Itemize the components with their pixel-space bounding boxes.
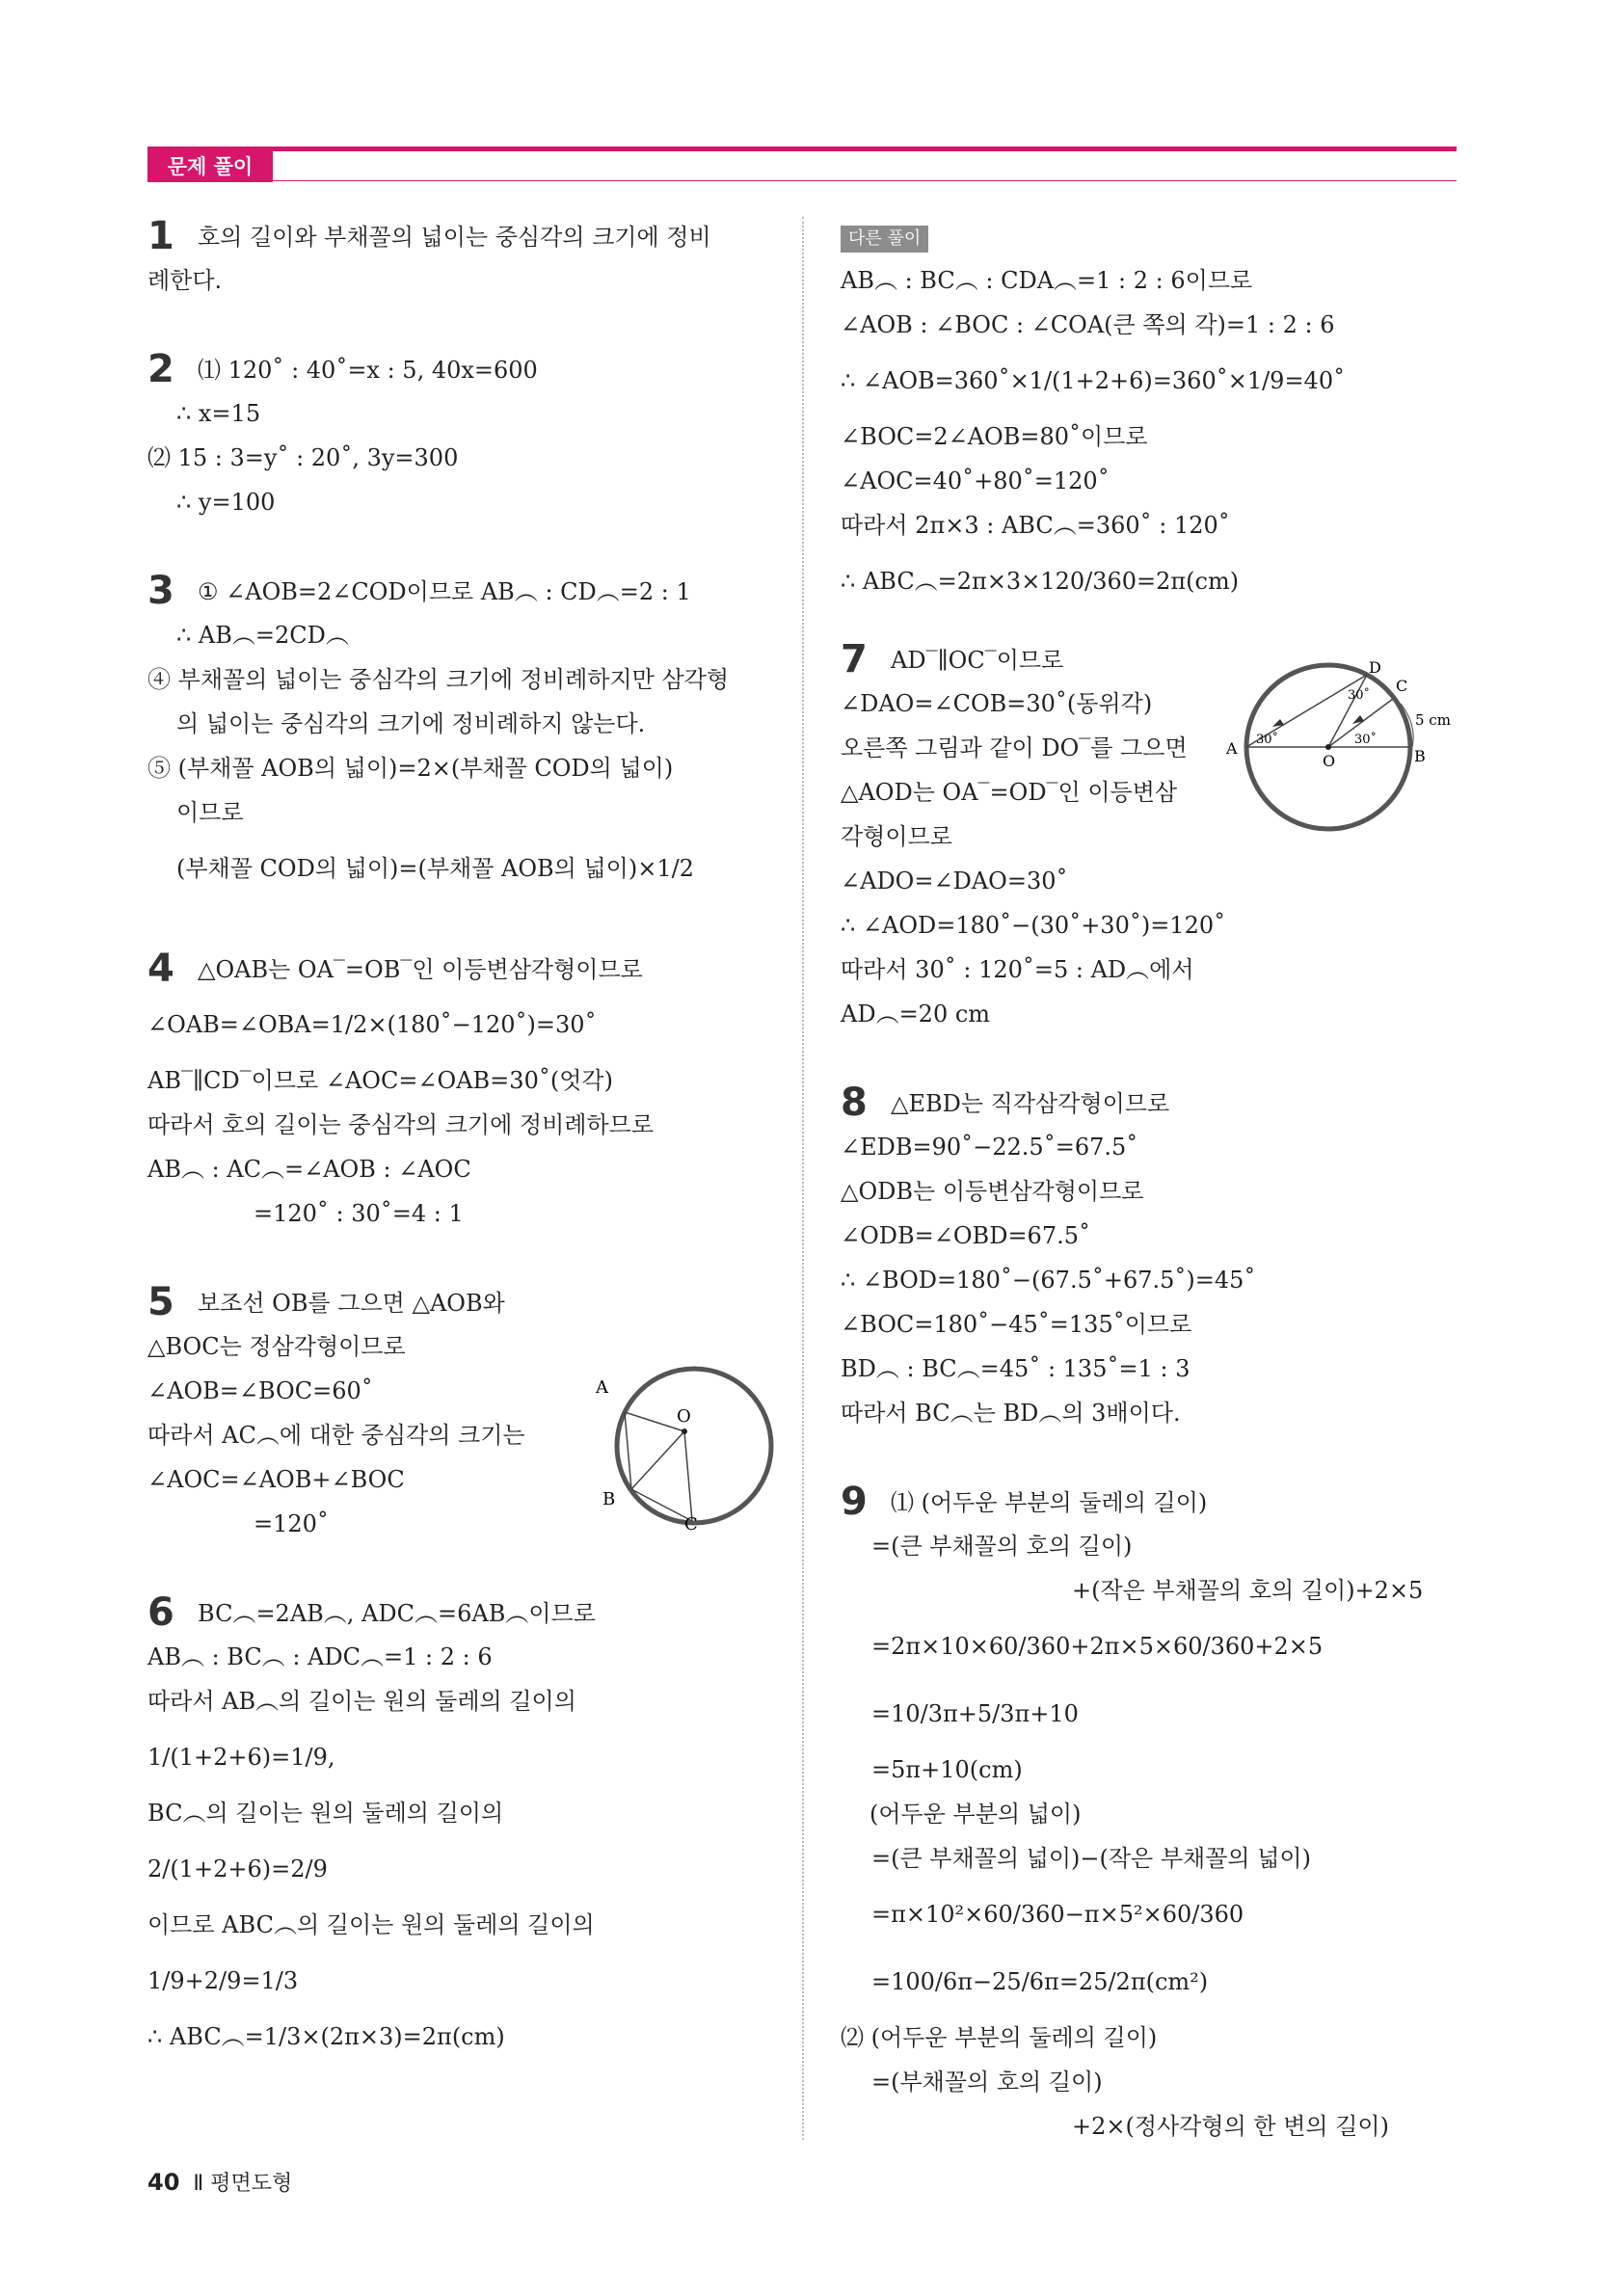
problem-text: ⑴ (어두운 부분의 둘레의 길이)	[891, 1489, 1208, 1516]
spacer	[147, 303, 774, 347]
solution-line: 오른쪽 그림과 같이 DO‾를 그으면	[841, 734, 1188, 761]
label-a: A	[596, 1377, 608, 1398]
alt-solution-tag: 다른 풀이	[841, 226, 928, 253]
problem-line	[147, 214, 774, 258]
solution-line: ∴ ∠BOD=180˚−(67.5˚+67.5˚)=45˚	[841, 1267, 1256, 1294]
solution-line: BD︵ : BC︵=45˚ : 135˚=1 : 3	[841, 1355, 1190, 1382]
spacer	[147, 1546, 774, 1590]
solution-line: ∴ ∠AOD=180˚−(30˚+30˚)=120˚	[841, 912, 1226, 939]
solution-line: =2π×10×60/360+2π×5×60/360+2×5	[871, 1633, 1324, 1660]
problem-text: BC︵=2AB︵, ADC︵=6AB︵이므로	[198, 1600, 596, 1627]
solution-line: (부채꼴 COD의 넓이)=(부채꼴 AOB의 넓이)×1/2	[176, 855, 694, 882]
problem-number: 7	[841, 637, 868, 681]
problem-number: 2	[147, 347, 174, 391]
solution-line: ∠AOC=40˚+80˚=120˚	[841, 467, 1110, 494]
spacer	[147, 1236, 774, 1280]
label-a: A	[1226, 739, 1238, 758]
solution-line: ⑤ (부채꼴 AOB의 넓이)=2×(부채꼴 COD의 넓이)	[147, 755, 674, 782]
solution-line: =120˚ : 30˚=4 : 1	[254, 1200, 464, 1227]
problem-text: △EBD는 직각삼각형이므로	[891, 1090, 1170, 1117]
solution-line: AB︵ : BC︵ : ADC︵=1 : 2 : 6	[147, 1643, 493, 1670]
spacer	[841, 1435, 1458, 1480]
solution-line: 1/9+2/9=1/3	[147, 1967, 299, 1994]
spacer	[147, 524, 774, 569]
section-name: Ⅱ 평면도형	[193, 2172, 293, 2196]
right-column	[841, 214, 1458, 2149]
angle-label-o: 30˚	[1354, 733, 1378, 747]
segment-ao	[625, 1412, 684, 1431]
problem-line	[147, 1590, 774, 1635]
problem-line	[841, 1480, 1458, 1524]
alt-solution-row	[841, 214, 1458, 258]
page-footer	[147, 2167, 292, 2197]
solution-line: =100/6π−25/6π=25/2π(cm²)	[871, 1968, 1209, 1995]
label-o: O	[677, 1406, 691, 1427]
solution-line: (어두운 부분의 넓이)	[869, 1801, 1082, 1828]
solution-line: 따라서 AB︵의 길이는 원의 둘레의 길이의	[147, 1688, 576, 1715]
solution-line: ∠AOB : ∠BOC : ∠COA(큰 쪽의 각)=1 : 2 : 6	[841, 311, 1335, 338]
solution-line: ∠EDB=90˚−22.5˚=67.5˚	[841, 1134, 1138, 1161]
solution-line: =5π+10(cm)	[871, 1756, 1023, 1783]
problem-number: 1	[147, 214, 174, 258]
solution-line: △BOC는 정삼각형이므로	[147, 1333, 406, 1360]
problem-number: 8	[841, 1081, 868, 1125]
problem-text: △OAB는 OA‾=OB‾인 이등변삼각형이므로	[198, 956, 643, 983]
solution-line: ∠BOC=2∠AOB=80˚이므로	[841, 423, 1148, 450]
problem-text: ⑴ 120˚ : 40˚=x : 5, 40x=600	[198, 357, 538, 384]
solution-line: ∠ODB=∠OBD=67.5˚	[841, 1222, 1090, 1249]
label-c: C	[1396, 677, 1408, 695]
solution-line: △AOD는 OA‾=OD‾인 이등변삼	[841, 779, 1178, 806]
problem-line	[147, 1280, 774, 1324]
problem-number: 9	[841, 1480, 868, 1524]
problem-text: ① ∠AOB=2∠COD이므로 AB︵ : CD︵=2 : 1	[198, 578, 691, 605]
problem-text: 호의 길이와 부채꼴의 넓이는 중심각의 크기에 정비	[198, 224, 711, 251]
solution-line: 각형이므로	[841, 823, 952, 850]
angle-label-a: 30˚	[1256, 733, 1279, 747]
label-d: D	[1369, 658, 1381, 677]
solution-line: =(큰 부채꼴의 호의 길이)	[871, 1533, 1133, 1560]
header-rule	[273, 180, 1457, 181]
solution-line: △ODB는 이등변삼각형이므로	[841, 1178, 1144, 1205]
label-b: B	[1414, 747, 1426, 765]
solution-line: ∴ x=15	[176, 400, 261, 427]
problem-number: 5	[147, 1280, 174, 1324]
solution-line: 1/(1+2+6)=1/9,	[147, 1744, 335, 1771]
solution-line: =120˚	[254, 1510, 329, 1537]
solution-line: 따라서 BC︵는 BD︵의 3배이다.	[841, 1400, 1181, 1427]
solution-line: ∠ADO=∠DAO=30˚	[841, 868, 1068, 894]
problem-line	[841, 1081, 1458, 1125]
solution-line: +(작은 부채꼴의 호의 길이)+2×5	[1072, 1577, 1424, 1604]
solution-line: 2/(1+2+6)=2/9	[147, 1855, 328, 1882]
angle-label-d: 30˚	[1348, 688, 1371, 703]
solution-line: ∠DAO=∠COB=30˚(동위각)	[841, 690, 1153, 717]
problem-text: 보조선 OB를 그으면 △AOB와	[198, 1290, 505, 1317]
solution-line: ∴ ABC︵=2π×3×120/360=2π(cm)	[841, 568, 1240, 595]
solution-line: 이므로	[176, 799, 244, 826]
length-label: 5 cm	[1415, 711, 1451, 729]
problem-number: 3	[147, 569, 174, 613]
center-point	[682, 1428, 687, 1434]
left-column	[147, 214, 774, 2059]
solution-line: ④ 부채꼴의 넓이는 중심각의 크기에 정비례하지만 삼각형	[147, 666, 730, 693]
page-number: 40	[147, 2169, 180, 2196]
solution-line: 례한다.	[147, 267, 223, 294]
problem-number: 6	[147, 1590, 174, 1635]
spacer	[841, 1036, 1458, 1081]
solution-line: =π×10²×60/360−π×5²×60/360	[871, 1901, 1244, 1928]
circle-outline	[617, 1369, 771, 1523]
solution-line: AB‾∥CD‾이므로 ∠AOC=∠OAB=30˚(엇각)	[147, 1067, 613, 1094]
solution-line: =(큰 부채꼴의 넓이)−(작은 부채꼴의 넓이)	[871, 1845, 1311, 1872]
solution-line: ∴ AB︵=2CD︵	[176, 622, 349, 649]
problem-line	[147, 569, 774, 613]
problem-line	[147, 347, 774, 391]
label-c: C	[684, 1514, 698, 1533]
spacer	[147, 902, 774, 947]
solution-line: ∴ ABC︵=1/3×(2π×3)=2π(cm)	[147, 2023, 505, 2050]
solution-line: +2×(정사각형의 한 변의 길이)	[1072, 2113, 1389, 2140]
solution-line: 따라서 2π×3 : ABC︵=360˚ : 120˚	[841, 512, 1230, 539]
solution-line: ∠BOC=180˚−45˚=135˚이므로	[841, 1311, 1192, 1338]
center-point	[1325, 744, 1331, 750]
solution-line: ∠OAB=∠OBA=1/2×(180˚−120˚)=30˚	[147, 1011, 597, 1038]
problem-line	[147, 947, 774, 991]
label-b: B	[602, 1489, 616, 1509]
segment-oc	[684, 1431, 692, 1521]
label-o: O	[1323, 752, 1336, 770]
solution-line: ∠AOB=∠BOC=60˚	[147, 1377, 373, 1404]
solution-line: ⑵ 15 : 3=y˚ : 20˚, 3y=300	[147, 444, 459, 471]
solution-line: 의 넓이는 중심각의 크기에 정비례하지 않는다.	[176, 710, 646, 737]
problem-text: AD‾∥OC‾이므로	[891, 647, 1064, 674]
spacer	[841, 615, 1458, 637]
column-divider	[802, 217, 804, 2140]
solution-line: BC︵의 길이는 원의 둘레의 길이의	[147, 1800, 504, 1827]
problem-number: 4	[147, 947, 174, 991]
solution-line: ∠AOC=∠AOB+∠BOC	[147, 1466, 405, 1493]
solution-line: 따라서 호의 길이는 중심각의 크기에 정비례하므로	[147, 1111, 655, 1138]
solution-line: ⑵ (어두운 부분의 둘레의 길이)	[841, 2024, 1158, 2051]
problem-5-circle-figure	[588, 1364, 781, 1533]
solution-line: =10/3π+5/3π+10	[871, 1700, 1079, 1727]
solution-line: 이므로 ABC︵의 길이는 원의 둘레의 길이의	[147, 1911, 595, 1938]
solution-line: AB︵ : AC︵=∠AOB : ∠AOC	[147, 1156, 471, 1183]
solution-line: ∴ y=100	[176, 489, 276, 516]
solution-line: 따라서 30˚ : 120˚=5 : AD︵에서	[841, 956, 1194, 983]
section-header: 문제 풀이	[147, 151, 273, 182]
header-accent-bar	[147, 147, 1457, 151]
segment-ob	[631, 1431, 684, 1489]
solution-line: AD︵=20 cm	[841, 1001, 991, 1028]
solution-line: =(부채꼴의 호의 길이)	[871, 2069, 1103, 2096]
problem-7-circle-figure	[1224, 655, 1465, 839]
solution-line: 따라서 AC︵에 대한 중심각의 크기는	[147, 1422, 525, 1449]
solution-line: AB︵ : BC︵ : CDA︵=1 : 2 : 6이므로	[841, 267, 1253, 294]
solution-line: ∴ ∠AOB=360˚×1/(1+2+6)=360˚×1/9=40˚	[841, 367, 1346, 394]
